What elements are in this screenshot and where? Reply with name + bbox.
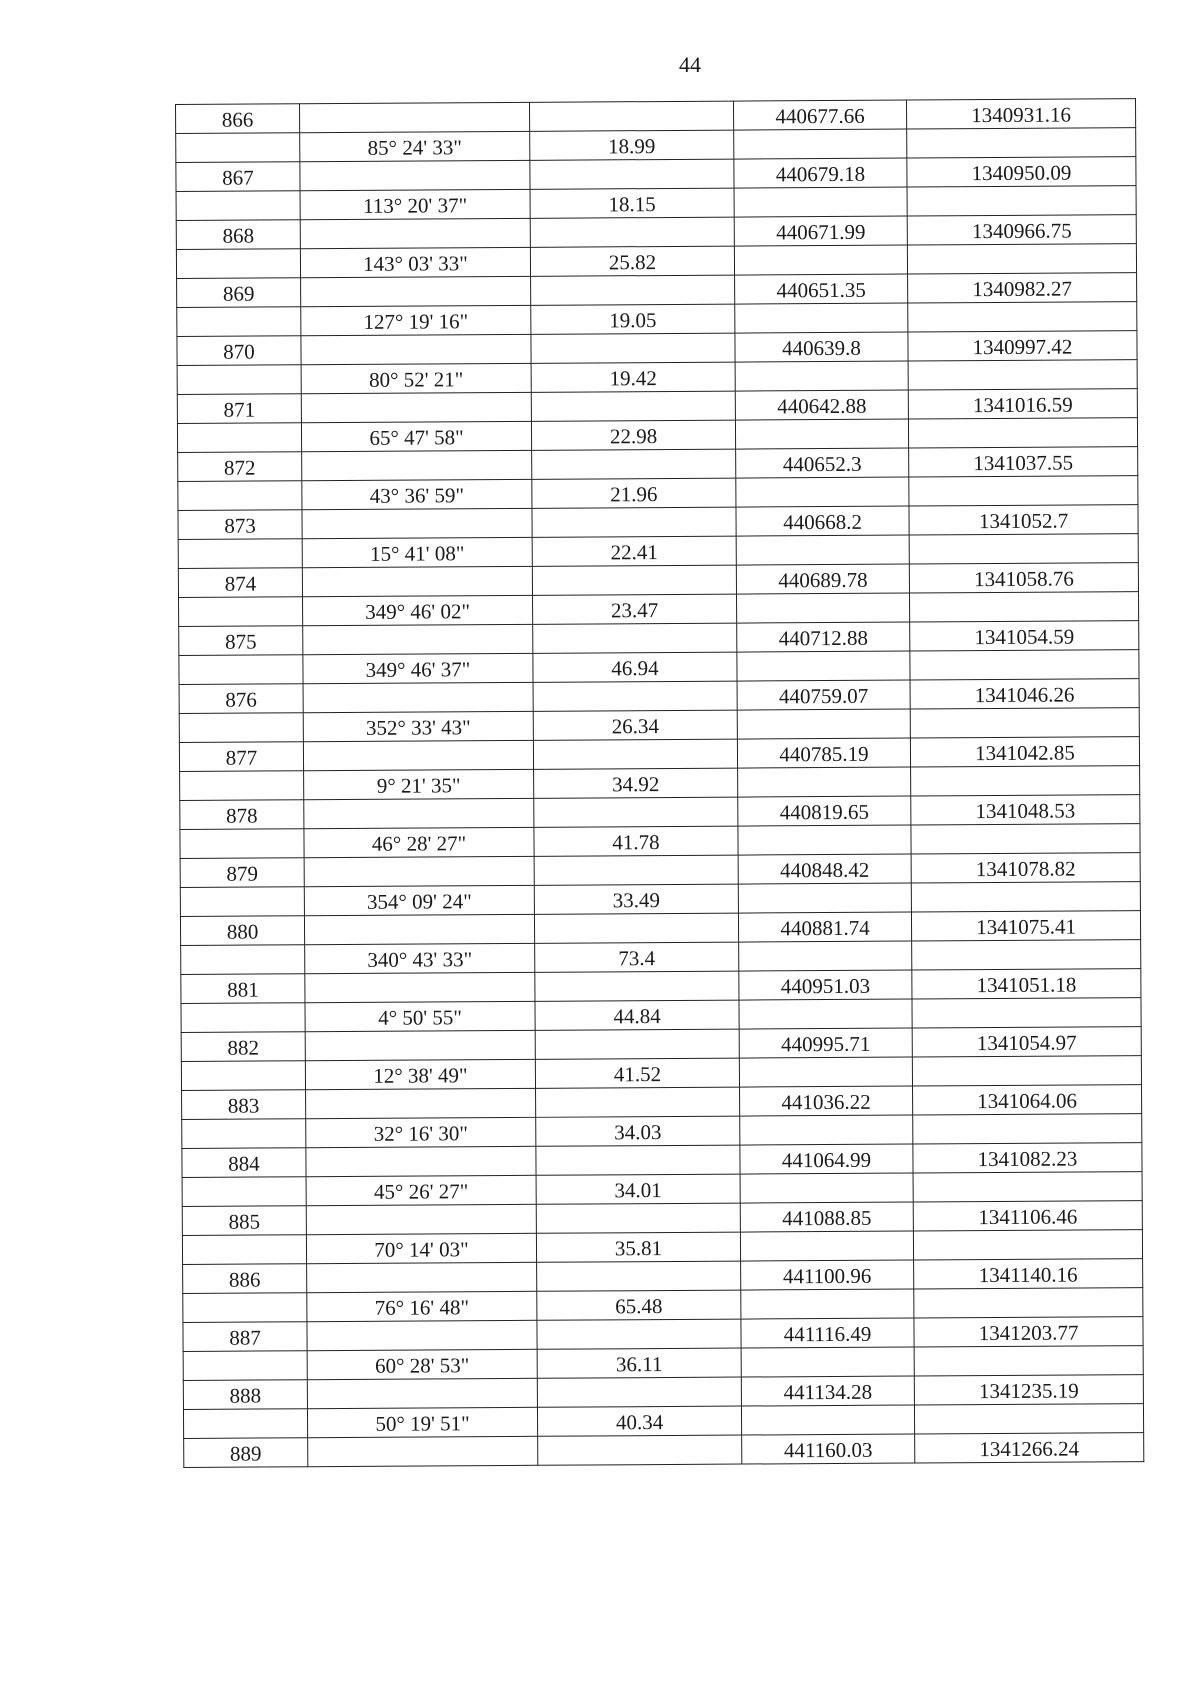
angle-cell <box>302 566 532 596</box>
angle-cell <box>307 1262 537 1292</box>
point-number <box>176 191 300 221</box>
y-coordinate <box>912 1056 1141 1086</box>
x-coordinate <box>737 593 910 623</box>
distance-cell: 41.78 <box>534 826 738 856</box>
distance-cell: 19.42 <box>531 362 735 392</box>
y-coordinate: 1341235.19 <box>914 1375 1143 1405</box>
x-coordinate <box>734 187 907 217</box>
x-coordinate: 440689.78 <box>736 564 909 594</box>
x-coordinate: 440642.88 <box>735 390 908 420</box>
point-number: 889 <box>184 1438 308 1468</box>
point-number <box>179 713 303 743</box>
x-coordinate: 440848.42 <box>738 854 911 884</box>
distance-cell: 26.34 <box>533 710 737 740</box>
point-number <box>182 1177 306 1207</box>
y-coordinate <box>910 592 1139 622</box>
y-coordinate <box>907 244 1136 274</box>
point-number <box>183 1293 307 1323</box>
distance-cell: 41.52 <box>535 1058 739 1088</box>
page-number: 44 <box>679 52 701 77</box>
y-coordinate <box>914 1404 1143 1434</box>
x-coordinate: 441100.96 <box>741 1260 914 1290</box>
x-coordinate <box>741 1347 914 1377</box>
point-number: 869 <box>177 278 301 308</box>
y-coordinate <box>911 766 1140 796</box>
distance-cell <box>534 913 738 943</box>
x-coordinate: 441134.28 <box>741 1376 914 1406</box>
point-number: 875 <box>179 626 303 656</box>
point-number <box>178 539 302 569</box>
point-number: 866 <box>176 104 300 134</box>
angle-cell <box>304 856 534 886</box>
y-coordinate: 1341052.7 <box>909 505 1138 535</box>
distance-cell: 33.49 <box>534 884 738 914</box>
distance-cell: 46.94 <box>533 652 737 682</box>
distance-cell: 19.05 <box>531 304 735 334</box>
x-coordinate: 440652.3 <box>736 448 909 478</box>
angle-cell <box>308 1436 538 1466</box>
distance-cell <box>531 333 735 363</box>
y-coordinate: 1341046.26 <box>910 679 1139 709</box>
angle-cell: 76° 16' 48" <box>307 1291 537 1321</box>
angle-cell: 9° 21' 35" <box>304 769 534 799</box>
coordinate-table-body <box>176 99 1144 1468</box>
distance-cell: 34.01 <box>536 1174 740 1204</box>
point-number <box>179 655 303 685</box>
x-coordinate <box>738 883 911 913</box>
angle-cell: 45° 26' 27" <box>306 1175 536 1205</box>
point-number <box>181 1061 305 1091</box>
angle-cell <box>305 972 535 1002</box>
point-number: 871 <box>177 394 301 424</box>
angle-cell <box>302 508 532 538</box>
x-coordinate <box>735 419 908 449</box>
angle-cell: 340° 43' 33" <box>305 943 535 973</box>
x-coordinate <box>740 1231 913 1261</box>
x-coordinate: 440819.65 <box>738 796 911 826</box>
point-number <box>177 365 301 395</box>
x-coordinate <box>736 477 909 507</box>
distance-cell <box>529 101 733 131</box>
x-coordinate <box>740 1173 913 1203</box>
x-coordinate: 440639.8 <box>735 332 908 362</box>
y-coordinate <box>908 360 1137 390</box>
y-coordinate <box>907 128 1136 158</box>
point-number: 877 <box>179 742 303 772</box>
x-coordinate: 440951.03 <box>739 970 912 1000</box>
y-coordinate <box>910 650 1139 680</box>
distance-cell: 18.15 <box>530 188 734 218</box>
angle-cell: 85° 24' 33" <box>300 131 530 161</box>
y-coordinate: 1341016.59 <box>908 389 1137 419</box>
x-coordinate: 441036.22 <box>740 1086 913 1116</box>
distance-cell <box>537 1261 741 1291</box>
y-coordinate <box>911 882 1140 912</box>
x-coordinate <box>741 1405 914 1435</box>
y-coordinate: 1341078.82 <box>911 853 1140 883</box>
y-coordinate: 1340966.75 <box>907 215 1136 245</box>
x-coordinate <box>734 129 907 159</box>
distance-cell <box>537 1377 741 1407</box>
angle-cell <box>306 1146 536 1176</box>
x-coordinate: 440881.74 <box>738 912 911 942</box>
point-number: 876 <box>179 684 303 714</box>
x-coordinate <box>739 941 912 971</box>
point-number <box>177 307 301 337</box>
y-coordinate: 1341203.77 <box>914 1317 1143 1347</box>
point-number <box>180 771 304 801</box>
x-coordinate <box>737 651 910 681</box>
angle-cell: 43° 36' 59" <box>302 479 532 509</box>
y-coordinate: 1341064.06 <box>913 1085 1142 1115</box>
angle-cell: 352° 33' 43" <box>303 711 533 741</box>
distance-cell <box>530 159 734 189</box>
point-number <box>179 597 303 627</box>
y-coordinate: 1341051.18 <box>912 969 1141 999</box>
y-coordinate <box>912 998 1141 1028</box>
point-number <box>176 249 300 279</box>
distance-cell: 36.11 <box>537 1348 741 1378</box>
x-coordinate: 441160.03 <box>742 1434 915 1464</box>
y-coordinate: 1341106.46 <box>913 1201 1142 1231</box>
distance-cell: 34.03 <box>536 1116 740 1146</box>
point-number: 879 <box>180 858 304 888</box>
x-coordinate: 440679.18 <box>734 158 907 188</box>
angle-cell: 113° 20' 37" <box>300 189 530 219</box>
y-coordinate: 1341082.23 <box>913 1143 1142 1173</box>
y-coordinate: 1341037.55 <box>909 447 1138 477</box>
x-coordinate <box>735 361 908 391</box>
point-number: 882 <box>181 1032 305 1062</box>
point-number <box>177 423 301 453</box>
point-number: 870 <box>177 336 301 366</box>
x-coordinate <box>741 1289 914 1319</box>
distance-cell: 34.92 <box>534 768 738 798</box>
y-coordinate <box>913 1114 1142 1144</box>
y-coordinate: 1341140.16 <box>914 1259 1143 1289</box>
angle-cell <box>301 392 531 422</box>
y-coordinate: 1340950.09 <box>907 157 1136 187</box>
point-number: 883 <box>182 1090 306 1120</box>
point-number: 878 <box>180 800 304 830</box>
distance-cell: 18.99 <box>530 130 734 160</box>
angle-cell <box>303 740 533 770</box>
angle-cell: 127° 19' 16" <box>301 305 531 335</box>
y-coordinate <box>914 1346 1143 1376</box>
point-number <box>183 1409 307 1439</box>
angle-cell <box>300 160 530 190</box>
distance-cell: 22.98 <box>531 420 735 450</box>
distance-cell <box>531 275 735 305</box>
distance-cell <box>533 681 737 711</box>
point-number <box>182 1235 306 1265</box>
point-number <box>182 1119 306 1149</box>
distance-cell <box>534 797 738 827</box>
y-coordinate: 1341075.41 <box>911 911 1140 941</box>
angle-cell <box>300 102 530 132</box>
x-coordinate: 440759.07 <box>737 680 910 710</box>
x-coordinate <box>738 767 911 797</box>
distance-cell <box>536 1203 740 1233</box>
x-coordinate: 441088.85 <box>740 1202 913 1232</box>
angle-cell: 12° 38' 49" <box>305 1059 535 1089</box>
distance-cell <box>536 1145 740 1175</box>
distance-cell <box>532 449 736 479</box>
x-coordinate: 440671.99 <box>734 216 907 246</box>
angle-cell: 60° 28' 53" <box>307 1349 537 1379</box>
angle-cell <box>304 914 534 944</box>
point-number: 881 <box>181 974 305 1004</box>
angle-cell <box>307 1378 537 1408</box>
point-number <box>181 1003 305 1033</box>
angle-cell: 32° 16' 30" <box>306 1117 536 1147</box>
coordinate-table <box>175 98 1144 1468</box>
angle-cell: 50° 19' 51" <box>307 1407 537 1437</box>
point-number <box>181 945 305 975</box>
y-coordinate <box>907 186 1136 216</box>
angle-cell <box>301 334 531 364</box>
y-coordinate: 1340997.42 <box>908 331 1137 361</box>
x-coordinate: 440677.66 <box>733 100 906 130</box>
x-coordinate <box>738 825 911 855</box>
point-number: 884 <box>182 1148 306 1178</box>
angle-cell <box>305 1030 535 1060</box>
angle-cell <box>307 1320 537 1350</box>
distance-cell: 23.47 <box>533 594 737 624</box>
point-number: 872 <box>178 452 302 482</box>
distance-cell: 35.81 <box>536 1232 740 1262</box>
x-coordinate: 441116.49 <box>741 1318 914 1348</box>
y-coordinate <box>909 476 1138 506</box>
point-number <box>178 481 302 511</box>
point-number <box>176 133 300 163</box>
distance-cell <box>535 971 739 1001</box>
y-coordinate <box>914 1288 1143 1318</box>
distance-cell <box>536 1087 740 1117</box>
y-coordinate: 1341266.24 <box>915 1433 1144 1463</box>
point-row <box>184 1433 1144 1468</box>
point-number: 887 <box>183 1322 307 1352</box>
point-number: 868 <box>176 220 300 250</box>
distance-cell: 65.48 <box>537 1290 741 1320</box>
x-coordinate <box>740 1115 913 1145</box>
x-coordinate <box>735 303 908 333</box>
y-coordinate <box>913 1172 1142 1202</box>
x-coordinate: 440668.2 <box>736 506 909 536</box>
distance-cell <box>537 1319 741 1349</box>
y-coordinate <box>908 418 1137 448</box>
angle-cell <box>301 276 531 306</box>
y-coordinate <box>908 302 1137 332</box>
angle-cell <box>306 1088 536 1118</box>
point-number: 886 <box>183 1264 307 1294</box>
y-coordinate <box>910 708 1139 738</box>
angle-cell: 354° 09' 24" <box>304 885 534 915</box>
angle-cell: 80° 52' 21" <box>301 363 531 393</box>
point-number <box>180 829 304 859</box>
x-coordinate <box>739 999 912 1029</box>
y-coordinate: 1340931.16 <box>906 99 1135 129</box>
distance-cell <box>532 565 736 595</box>
distance-cell: 40.34 <box>537 1406 741 1436</box>
x-coordinate: 440712.88 <box>737 622 910 652</box>
x-coordinate: 440785.19 <box>737 738 910 768</box>
distance-cell <box>530 217 734 247</box>
distance-cell: 44.84 <box>535 1000 739 1030</box>
angle-cell: 349° 46' 37" <box>303 653 533 683</box>
angle-cell: 15° 41' 08" <box>302 537 532 567</box>
point-number: 885 <box>182 1206 306 1236</box>
angle-cell: 70° 14' 03" <box>306 1233 536 1263</box>
y-coordinate <box>913 1230 1142 1260</box>
angle-cell: 46° 28' 27" <box>304 827 534 857</box>
y-coordinate <box>911 824 1140 854</box>
distance-cell <box>531 391 735 421</box>
distance-cell: 22.41 <box>532 536 736 566</box>
x-coordinate: 441064.99 <box>740 1144 913 1174</box>
distance-cell <box>532 507 736 537</box>
angle-cell <box>306 1204 536 1234</box>
angle-cell <box>303 624 533 654</box>
point-number <box>180 887 304 917</box>
distance-cell <box>533 739 737 769</box>
distance-cell: 25.82 <box>530 246 734 276</box>
y-coordinate: 1341042.85 <box>910 737 1139 767</box>
x-coordinate: 440995.71 <box>739 1028 912 1058</box>
distance-cell: 21.96 <box>532 478 736 508</box>
point-number: 880 <box>180 916 304 946</box>
angle-cell <box>303 682 533 712</box>
y-coordinate: 1341054.59 <box>910 621 1139 651</box>
angle-cell <box>300 218 530 248</box>
point-number: 873 <box>178 510 302 540</box>
distance-cell: 73.4 <box>535 942 739 972</box>
distance-cell <box>538 1435 742 1465</box>
angle-cell: 65° 47' 58" <box>301 421 531 451</box>
y-coordinate: 1341054.97 <box>912 1027 1141 1057</box>
y-coordinate <box>909 534 1138 564</box>
distance-cell <box>533 623 737 653</box>
angle-cell <box>302 450 532 480</box>
x-coordinate <box>734 245 907 275</box>
point-number <box>183 1351 307 1381</box>
y-coordinate <box>912 940 1141 970</box>
angle-cell: 4° 50' 55" <box>305 1001 535 1031</box>
y-coordinate: 1341048.53 <box>911 795 1140 825</box>
x-coordinate <box>736 535 909 565</box>
y-coordinate: 1341058.76 <box>909 563 1138 593</box>
x-coordinate: 440651.35 <box>735 274 908 304</box>
y-coordinate: 1340982.27 <box>908 273 1137 303</box>
distance-cell <box>534 855 738 885</box>
point-number: 874 <box>178 568 302 598</box>
point-number: 867 <box>176 162 300 192</box>
angle-cell: 143° 03' 33" <box>300 247 530 277</box>
point-number: 888 <box>183 1380 307 1410</box>
angle-cell <box>304 798 534 828</box>
angle-cell: 349° 46' 02" <box>303 595 533 625</box>
distance-cell <box>535 1029 739 1059</box>
x-coordinate <box>737 709 910 739</box>
x-coordinate <box>739 1057 912 1087</box>
